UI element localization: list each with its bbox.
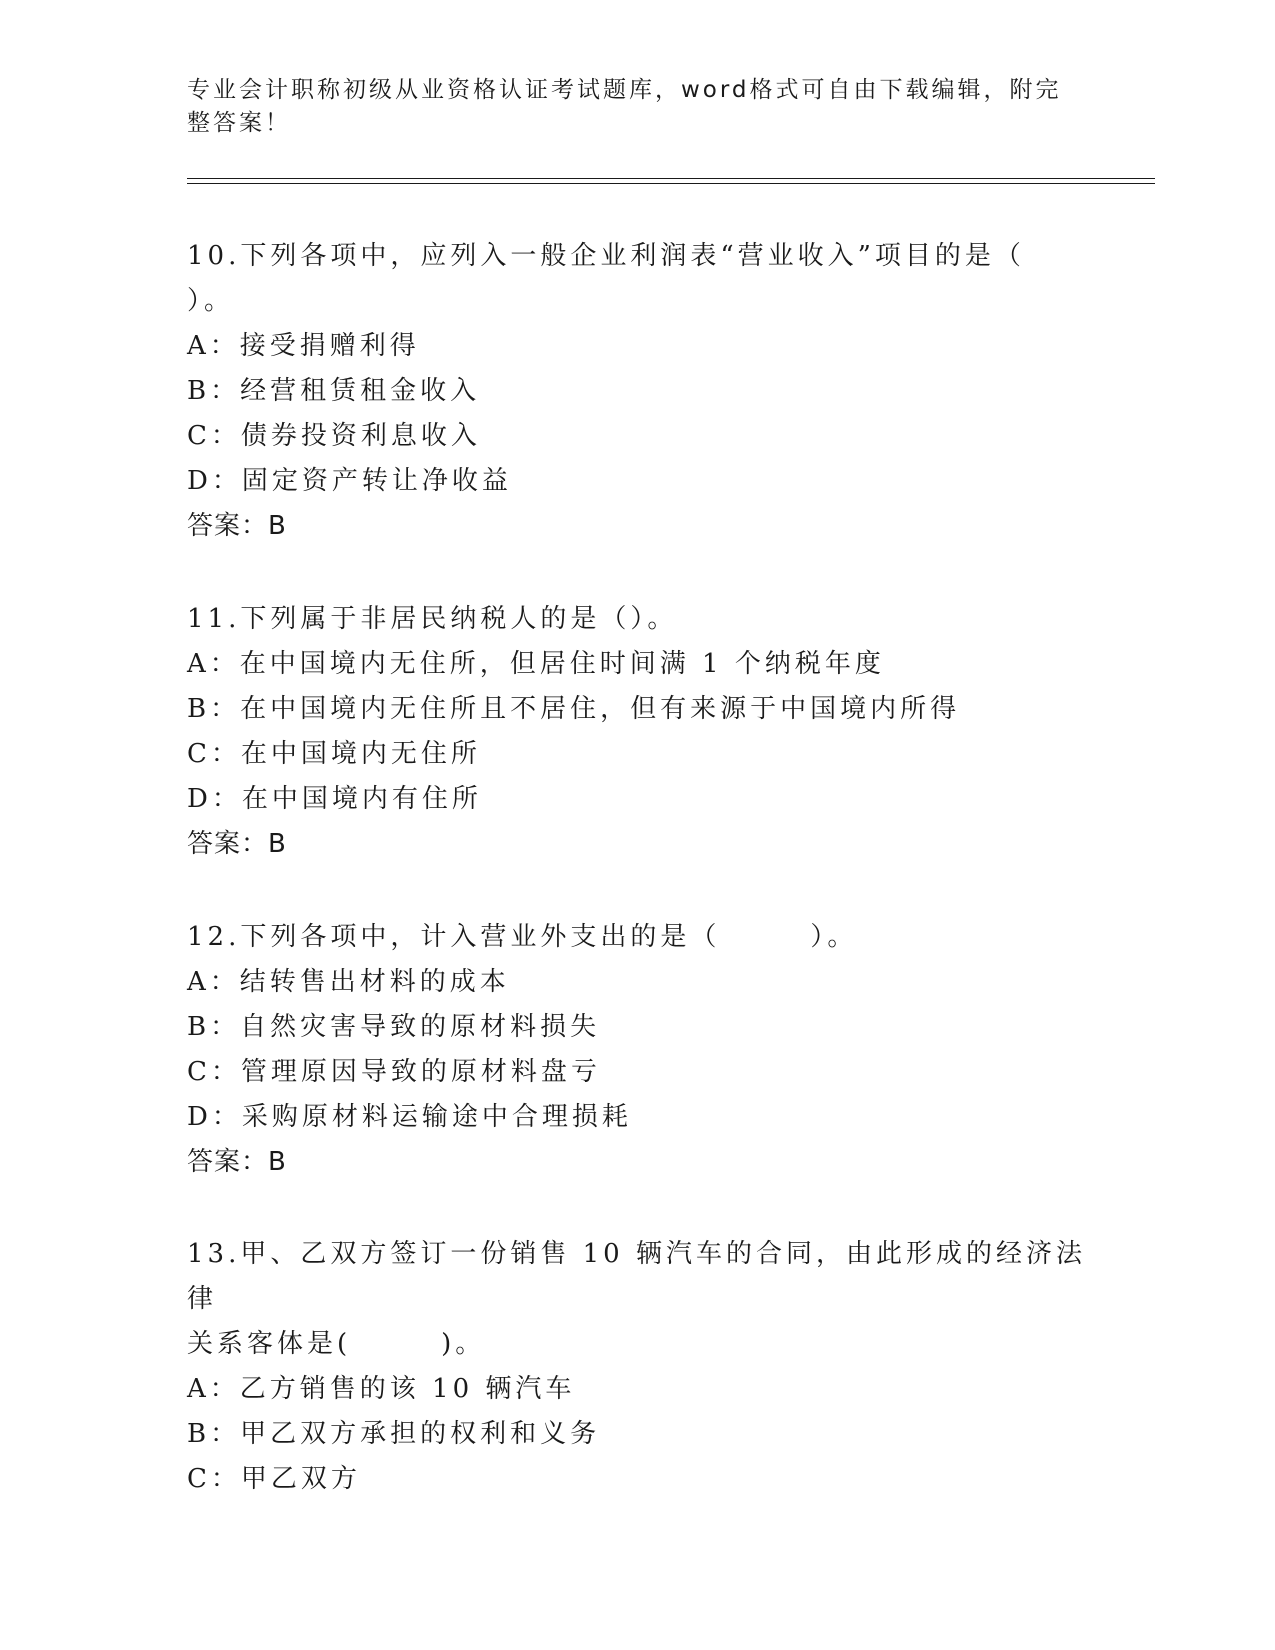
option-b: B：甲乙双方承担的权利和义务	[187, 1419, 601, 1449]
option-b: B：在中国境内无住所且不居住，但有来源于中国境内所得	[187, 694, 961, 724]
option-d: D：采购原材料运输途中合理损耗	[187, 1102, 632, 1132]
option-b: B：自然灾害导致的原材料损失	[187, 1012, 601, 1042]
option-d: D：在中国境内有住所	[187, 784, 482, 814]
question-stem-continuation: ）。	[187, 286, 235, 316]
option-a: A：接受捐赠利得	[187, 331, 420, 361]
question-stem: 10.下列各项中，应列入一般企业利润表“营业收入”项目的是（	[187, 241, 1025, 271]
option-a: A：乙方销售的该 10 辆汽车	[187, 1374, 576, 1404]
question-stem: 13.甲、乙双方签订一份销售 10 辆汽车的合同，由此形成的经济法律	[187, 1239, 1086, 1314]
header-divider-top	[187, 178, 1155, 179]
option-c: C：甲乙双方	[187, 1464, 361, 1494]
option-c: C：在中国境内无住所	[187, 739, 481, 769]
question-10	[187, 234, 1087, 549]
option-c: C：管理原因导致的原材料盘亏	[187, 1057, 601, 1087]
question-12	[187, 915, 1087, 1185]
option-b: B：经营租赁租金收入	[187, 376, 481, 406]
option-d: D：固定资产转让净收益	[187, 466, 512, 496]
question-11	[187, 597, 1087, 867]
question-13	[187, 1232, 1087, 1502]
answer: 答案：B	[187, 1147, 287, 1177]
document-header: 专业会计职称初级从业资格认证考试题库，word格式可自由下载编辑，附完整答案！	[187, 77, 1062, 136]
question-stem: 11.下列属于非居民纳税人的是（）。	[187, 604, 678, 634]
question-stem-continuation: 关系客体是( )。	[187, 1329, 486, 1359]
question-stem: 12.下列各项中，计入营业外支出的是（ ）。	[187, 922, 858, 952]
answer: 答案：B	[187, 511, 287, 541]
header-divider-bottom	[187, 183, 1155, 184]
answer: 答案：B	[187, 829, 287, 859]
option-c: C：债券投资利息收入	[187, 421, 481, 451]
option-a: A：在中国境内无住所，但居住时间满 1 个纳税年度	[187, 649, 885, 679]
option-a: A：结转售出材料的成本	[187, 967, 510, 997]
